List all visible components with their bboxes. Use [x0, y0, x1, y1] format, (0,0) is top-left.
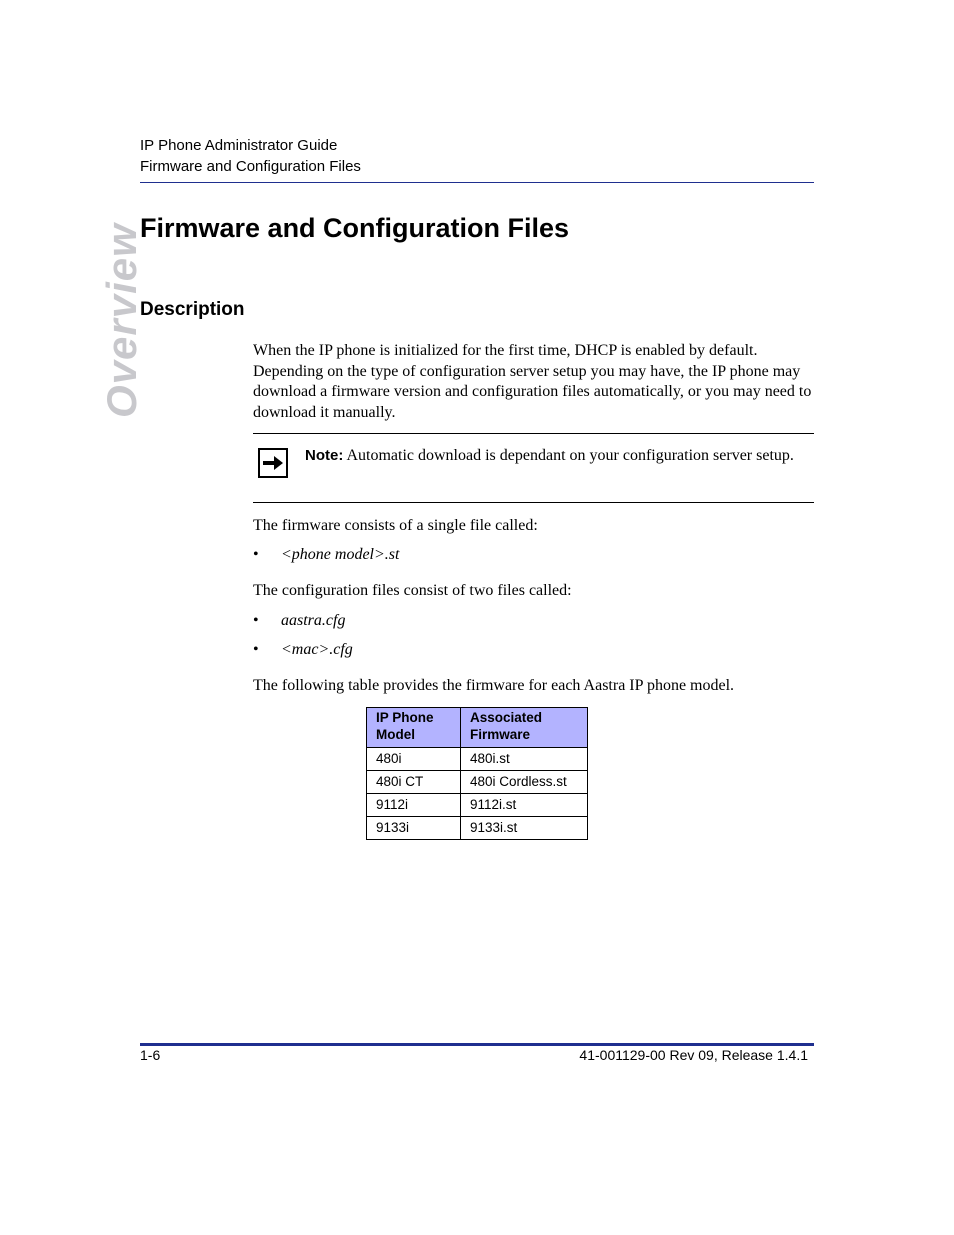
cell-model: 9112i: [367, 794, 461, 817]
cell-model: 9133i: [367, 817, 461, 840]
note-top-rule: [253, 433, 814, 434]
page-number: 1-6: [140, 1047, 161, 1063]
intro-paragraph: When the IP phone is initialized for the first time, DHCP is enabled by default. Depending on the type of configuration server setup you may have, the IP phone may download a firmware version and configuration files automatically, or you may need to download it manually.: [253, 342, 812, 421]
header-guide-title: IP Phone Administrator Guide: [140, 137, 338, 154]
footer-rule: [140, 1043, 814, 1046]
bullet-marker: •: [253, 612, 259, 629]
header-rule: [140, 182, 814, 183]
cell-firmware: 480i Cordless.st: [461, 771, 588, 794]
side-tab-overview: Overview: [98, 223, 145, 418]
table-intro: The following table provides the firmware for each Aastra IP phone model.: [253, 677, 735, 694]
note-body: Automatic download is dependant on your configuration server setup.: [343, 447, 794, 464]
config-intro: The configuration files consist of two files called:: [253, 582, 572, 599]
note-bottom-rule: [253, 502, 814, 503]
firmware-intro: The firmware consists of a single file called:: [253, 517, 538, 534]
arrow-right-icon: [258, 448, 288, 478]
cell-model: 480i CT: [367, 771, 461, 794]
table-row: [367, 748, 588, 771]
cell-firmware: 9133i.st: [461, 817, 588, 840]
cell-model: 480i: [367, 748, 461, 771]
cell-firmware: 480i.st: [461, 748, 588, 771]
table-header-row: [367, 708, 588, 748]
column-header-firmware: Associated Firmware: [461, 708, 588, 748]
table-row: [367, 771, 588, 794]
table-row: [367, 817, 588, 840]
firmware-table: [366, 707, 588, 840]
table-row: [367, 794, 588, 817]
bullet-marker: •: [253, 641, 259, 658]
config-file-item: aastra.cfg: [281, 612, 346, 629]
document-id: 41-001129-00 Rev 09, Release 1.4.1: [579, 1047, 808, 1063]
column-header-model: IP Phone Model: [367, 708, 461, 748]
note-label: Note:: [305, 447, 344, 464]
note-text: [305, 445, 810, 466]
section-heading: Description: [140, 299, 245, 320]
cell-firmware: 9112i.st: [461, 794, 588, 817]
config-file-item: <mac>.cfg: [281, 641, 353, 658]
firmware-file-item: <phone model>.st: [281, 546, 400, 563]
page-title: Firmware and Configuration Files: [140, 213, 570, 243]
bullet-marker: •: [253, 546, 259, 563]
running-header: [140, 135, 361, 177]
header-section-title: Firmware and Configuration Files: [140, 158, 361, 175]
